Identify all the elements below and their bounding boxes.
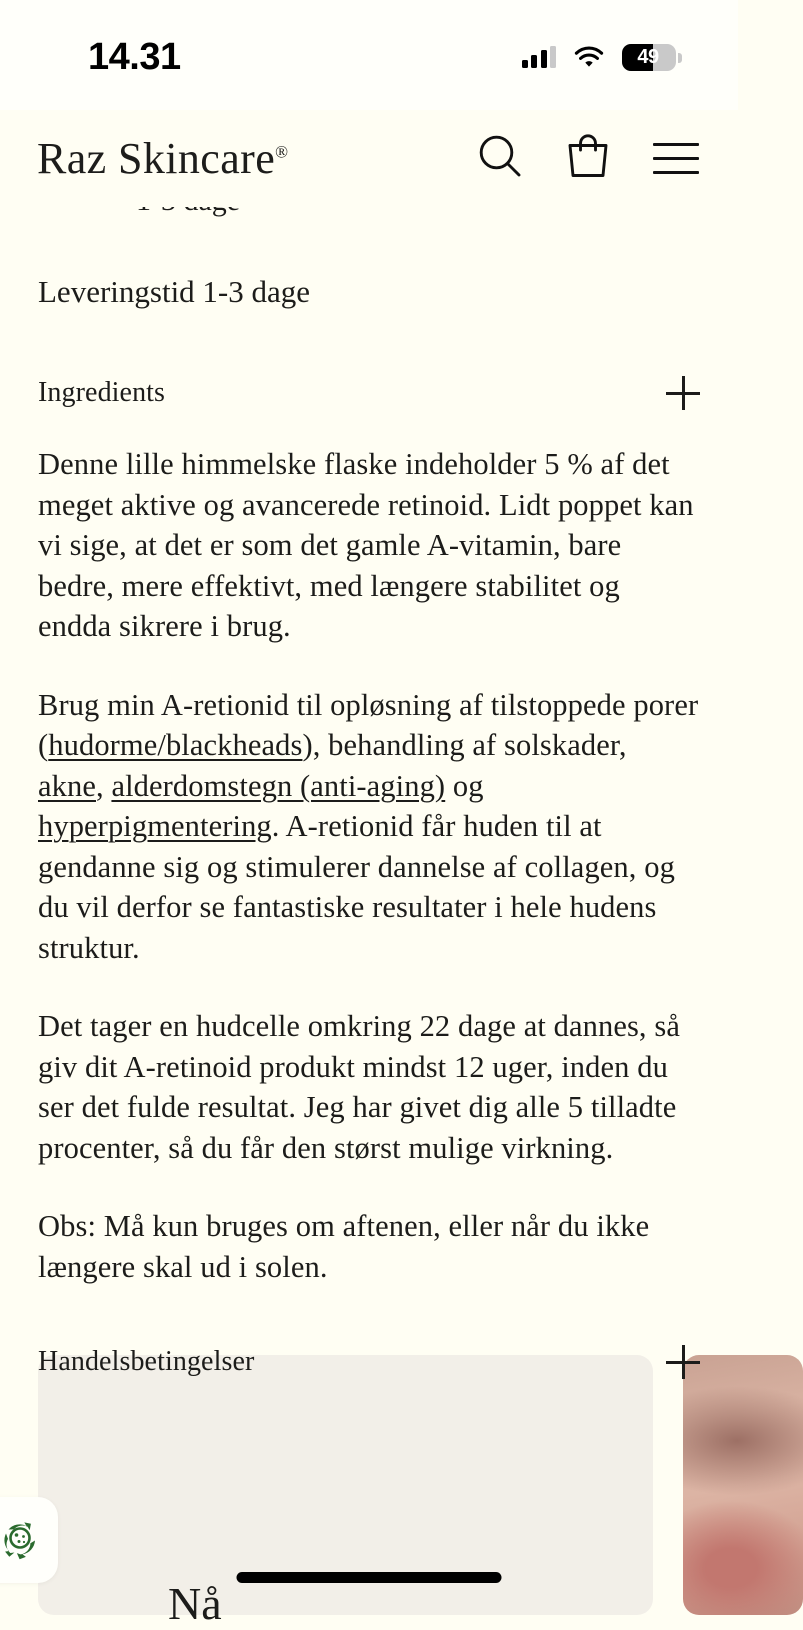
accordion-terms-label: Handelsbetingelser <box>38 1346 255 1377</box>
description-paragraph-3: Det tager en hudcelle omkring 22 dage at dannes, så giv dit A-retinoid produkt mindst 12 uger, inden du ser det fulde resultat. Jeg har givet dig alle 5 tilladte procenter, så du får den størst mulige virkning. <box>38 1009 680 1165</box>
plus-icon[interactable] <box>666 376 700 410</box>
link-hyperpigmentering[interactable]: hyperpigmentering <box>38 809 272 843</box>
home-indicator-bar[interactable] <box>237 1572 502 1583</box>
paragraph-2-part-1: Brug min A-retionid til opløsning af tilstoppede porer ( <box>38 687 699 762</box>
product-description-content <box>0 207 738 1600</box>
site-logo[interactable] <box>37 133 288 184</box>
delivery-time-text: Leveringstid 1-3 dage <box>38 274 311 309</box>
cellular-signal-icon <box>522 46 557 68</box>
link-anti-aging[interactable]: alderdomstegn (anti-aging) <box>111 768 446 803</box>
hamburger-menu-icon <box>653 143 699 174</box>
search-button[interactable] <box>476 135 524 183</box>
search-icon <box>477 133 523 184</box>
description-paragraph-2 <box>38 685 700 969</box>
plus-icon[interactable] <box>666 1345 700 1379</box>
paragraph-2-part-2: ), behandling af solskader, <box>302 728 627 762</box>
battery-level-text: 49 <box>637 45 659 68</box>
cart-button[interactable] <box>564 135 612 183</box>
paragraph-2-part-4: og <box>445 768 484 803</box>
wifi-icon <box>575 47 603 68</box>
accordion-terms[interactable] <box>38 1331 700 1389</box>
site-header <box>0 110 738 207</box>
status-bar <box>0 0 738 110</box>
status-bar-indicators <box>522 44 677 71</box>
description-paragraph-4: Obs: Må kun bruges om aftenen, eller når du ikke længere skal ud i solen. <box>38 1209 650 1284</box>
menu-button[interactable] <box>652 135 700 183</box>
paragraph-2-part-3: , <box>95 768 112 803</box>
eco-recycling-badge[interactable] <box>0 1497 58 1583</box>
link-akne[interactable]: akne <box>38 768 96 803</box>
battery-cap <box>678 53 682 63</box>
card-title-clipped: Nå <box>168 1578 222 1629</box>
trademark-symbol: ® <box>275 142 289 162</box>
paragraph-2-part-5: . A-retionid får huden til at gendanne sig og stimulerer dannelse af collagen, og du vil derfor se fantastiske resultater i hele hudens struktur. <box>38 809 675 965</box>
shopping-bag-icon <box>565 132 611 185</box>
description-paragraph-1: Denne lille himmelske flaske indeholder 5 % af det meget aktive og avancerede retinoid. Lidt poppet kan vi sige, at det er som det gamle A-vitamin, bare bedre, mere effektivt, med længere stabilitet og endda sikrere i brug. <box>38 447 694 643</box>
status-bar-time: 14.31 <box>88 35 181 78</box>
battery-icon <box>622 44 676 71</box>
header-actions <box>476 135 708 183</box>
site-logo-text: Raz Skincare <box>37 134 276 183</box>
link-blackheads[interactable]: hudorme/blackheads <box>48 728 303 762</box>
accordion-ingredients[interactable] <box>38 362 700 420</box>
accordion-ingredients-label: Ingredients <box>38 377 166 408</box>
recycling-arrows-icon <box>0 1512 46 1569</box>
clipped-scroll-text <box>38 207 700 243</box>
